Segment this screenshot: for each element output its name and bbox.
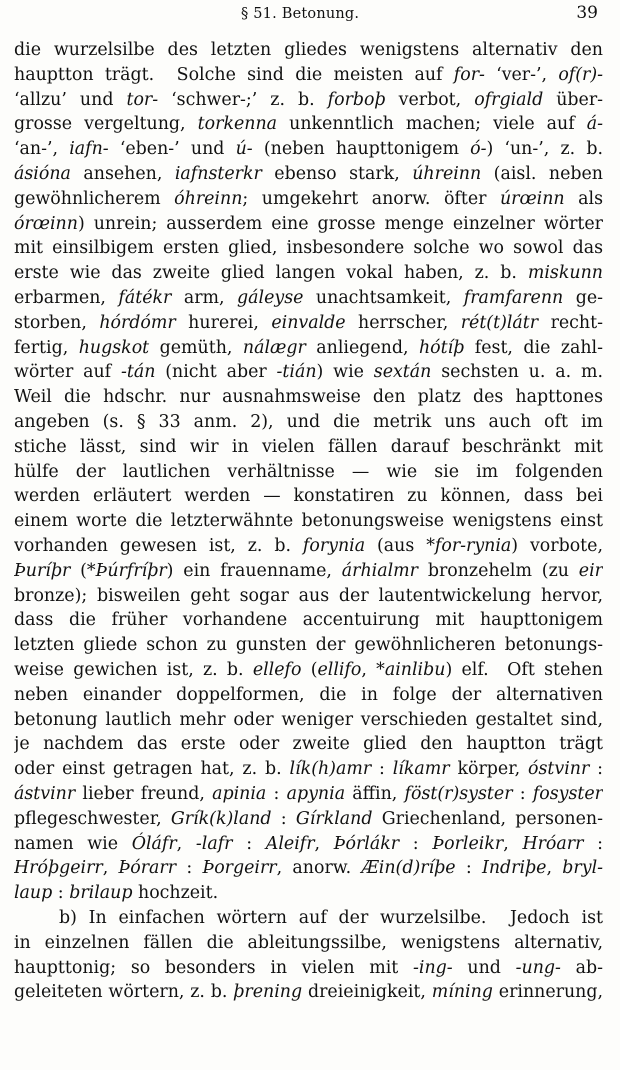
text-segment: : (512, 784, 533, 804)
text-segment: storben, (14, 312, 100, 333)
italic-text: apynia (286, 784, 346, 804)
text-segment: hochzeit. (132, 883, 219, 904)
italic-text: nálægr (242, 337, 306, 358)
text-line (14, 807, 603, 832)
italic-text: for-rynia (434, 536, 512, 556)
italic-text: Þórarr (118, 858, 177, 879)
italic-text: miskunn (527, 263, 603, 284)
text-segment: arm, (171, 288, 238, 308)
italic-text: -lafr (195, 833, 233, 854)
italic-text: ellifo (317, 660, 362, 680)
text-segment: (* (70, 560, 96, 581)
italic-text: ó- (470, 139, 487, 160)
italic-text: Þorleikr (432, 833, 504, 854)
italic-text: Þórlákr (333, 833, 400, 854)
italic-text: ellefo (252, 660, 302, 680)
italic-text: iafnsterkr (174, 164, 262, 184)
text-line (14, 633, 603, 658)
text-segment: : (583, 833, 603, 854)
italic-text: föst(r)syster (404, 784, 513, 804)
text-line (14, 906, 603, 931)
italic-text: ainlibu (384, 660, 446, 680)
text-line (14, 261, 603, 286)
text-segment: : (232, 833, 266, 854)
italic-text: torkenna (197, 114, 278, 135)
italic-text: ofrgiald (474, 89, 544, 110)
text-segment: über- (543, 89, 603, 110)
italic-text: míning (431, 982, 493, 1003)
text-segment: ( (301, 660, 318, 680)
text-segment: bronzehelm (zu (417, 560, 579, 581)
italic-text: Gírkland (295, 808, 373, 829)
italic-text: iafn- (69, 139, 109, 160)
text-segment: : (399, 833, 433, 854)
text-segment: unachtsamkeit, (303, 288, 464, 308)
text-line (14, 410, 603, 435)
italic-text: -tán (120, 362, 156, 383)
running-header: § 51. Betonung. (241, 6, 360, 22)
text-line (14, 137, 603, 162)
text-segment: pflegeschwester, (14, 808, 171, 829)
text-line (14, 360, 603, 385)
text-segment: : (371, 759, 393, 780)
text-segment: ) elf. Oft stehen (445, 660, 603, 680)
italic-text: úhreinn (412, 164, 482, 184)
text-segment: ebenso stark, (261, 164, 413, 184)
italic-text: þrening (233, 982, 303, 1003)
text-segment: unkenntlich machen; viele auf (277, 114, 587, 135)
italic-text: Indriþe (481, 858, 547, 879)
text-segment: erbarmen, (14, 288, 119, 308)
text-segment: ) ein frauenname, (166, 560, 342, 581)
italic-text: Grík(k)land (170, 808, 272, 829)
text-segment: ; umgekehrt anorw. öfter (242, 188, 500, 209)
italic-text: Óláfr (131, 833, 177, 854)
text-line (14, 832, 603, 857)
text-segment: herrscher, (345, 312, 461, 333)
text-segment: hülfe der lautlichen verhältnisse — wie sie im folgenden (14, 461, 603, 482)
text-line (14, 63, 603, 88)
text-segment: , (503, 833, 523, 854)
text-segment: (nicht aber (155, 362, 277, 383)
text-segment: lieber freund, (75, 784, 213, 804)
italic-text: rét(t)látr (460, 312, 539, 333)
text-segment: Weil die hdschr. nur ausnahmsweise den platz des hapttones (14, 387, 603, 408)
italic-text: fosyster (532, 784, 603, 804)
text-segment: angeben (s. § 33 anm. 2), und die metrik uns auch oft im (14, 412, 603, 432)
text-segment: erste wie das zweite glied langen vokal haben, z. b. (14, 263, 528, 284)
text-segment: ) vorbote, (511, 536, 603, 556)
text-segment: letzten gliede schon zu gunsten der gewöhnlicheren betonungs- (14, 635, 603, 656)
text-segment: , * (361, 660, 385, 680)
italic-text: ástvinr (14, 784, 76, 804)
italic-text: órœinn (14, 213, 78, 234)
italic-text: hótíþ (418, 337, 465, 358)
text-segment: , (314, 833, 334, 854)
text-segment: : (266, 784, 287, 804)
text-segment: mit einsilbigem ersten glied, insbesondere solche wo sowol das (14, 238, 603, 259)
text-segment: , (176, 833, 196, 854)
text-segment: : (271, 808, 296, 829)
italic-text: for- (453, 64, 485, 85)
text-segment: ansehen, (70, 164, 175, 184)
italic-text: ásióna (14, 164, 71, 184)
italic-text: sextán (373, 362, 432, 383)
text-segment: ge- (563, 288, 603, 308)
text-line (14, 311, 603, 336)
text-segment: ‘eben-’ und (108, 139, 236, 160)
italic-text: óstvinr (527, 759, 590, 780)
italic-text: líkamr (392, 759, 450, 780)
text-segment: weise gewichen ist, z. b. (14, 660, 253, 680)
text-segment: fertig, (14, 337, 79, 358)
page-number: 39 (576, 3, 598, 23)
text-segment: fest, die zahl- (464, 337, 603, 358)
text-segment: ‘schwer-;’ z. b. (158, 89, 328, 110)
italic-text: bryl- (562, 858, 603, 879)
text-segment: betonung lautlich mehr oder weniger verschieden gestaltet sind, (14, 709, 603, 730)
text-segment: , (102, 858, 119, 879)
text-line (14, 187, 603, 212)
text-segment: grosse vergeltung, (14, 114, 198, 135)
text-segment: körper, (449, 759, 528, 780)
text-segment: wörter auf (14, 362, 121, 383)
italic-text: Þúrfríþr (95, 560, 167, 581)
text-segment: gemüth, (149, 337, 243, 358)
italic-text: Æin(d)ríþe (361, 858, 456, 879)
text-line (14, 336, 603, 361)
text-segment: bronze); bisweilen geht sogar aus der lautentwickelung hervor, (14, 585, 603, 606)
text-line (14, 956, 603, 981)
italic-text: -ing- (413, 957, 453, 978)
text-line (14, 385, 603, 410)
text-segment: werden erläutert werden — konstatiren zu können, dass bei (14, 486, 603, 507)
text-segment: Griechenland, personen- (372, 808, 603, 829)
text-segment: die wurzelsilbe des letzten gliedes wenigstens alternativ den (14, 40, 603, 60)
text-segment: haupttonig; so besonders in vielen mit (14, 957, 413, 978)
text-line (14, 212, 603, 237)
text-segment: ) ‘un-’, z. b. (486, 139, 603, 160)
italic-text: óhreinn (174, 188, 243, 209)
text-segment: hauptton trägt. Solche sind die meisten auf (14, 64, 454, 85)
text-segment: sechsten u. a. m. (431, 362, 603, 383)
text-segment: stiche lässt, sind wir in vielen fällen darauf beschränkt mit (14, 436, 603, 457)
text-line (14, 782, 603, 807)
text-segment: : (455, 858, 482, 879)
text-segment: (aisl. neben (481, 164, 603, 184)
text-segment: als (564, 188, 603, 209)
text-segment: b) In einfachen wörtern auf der wurzelsilbe. Jedoch ist (59, 908, 603, 928)
text-segment: ‘an-’, (14, 139, 70, 160)
text-segment: : (52, 883, 70, 904)
italic-text: tor- (126, 89, 159, 110)
text-line (14, 732, 603, 757)
text-line (14, 88, 603, 113)
text-segment: vorhanden gewesen ist, z. b. (14, 536, 303, 556)
italic-text: Þorgeirr (202, 858, 277, 879)
text-segment: gewöhnlicherem (14, 188, 175, 209)
text-segment: ‘allzu’ und (14, 89, 127, 110)
text-segment: hurerei, (175, 312, 272, 333)
text-segment: , anorw. (276, 858, 362, 879)
text-segment: äffin, (345, 784, 405, 804)
text-segment: geleiteten wörtern, z. b. (14, 982, 234, 1003)
text-line (14, 484, 603, 509)
italic-text: Aleifr (265, 833, 315, 854)
text-line (14, 286, 603, 311)
text-segment: : (176, 858, 203, 879)
text-line (14, 236, 603, 261)
italic-text: -tián (276, 362, 317, 383)
text-segment: dass die früher vorhandene accentuirung mit haupttonigem (14, 610, 603, 631)
text-line (14, 708, 603, 733)
text-line (14, 38, 603, 63)
text-segment: namen wie (14, 833, 132, 854)
text-segment: ) wie (316, 362, 374, 383)
text-line (14, 658, 603, 683)
text-line (14, 584, 603, 609)
italic-text: hugskot (78, 337, 150, 358)
text-segment: (aus * (365, 536, 435, 556)
text-line (14, 931, 603, 956)
text-segment: : (589, 759, 603, 780)
text-segment: neben einander doppelformen, die in folge der alternativen (14, 684, 603, 705)
text-line (14, 162, 603, 187)
text-segment: und (452, 957, 516, 978)
text-segment: (neben haupttonigem (252, 139, 471, 160)
text-segment: , (546, 858, 563, 879)
italic-text: á- (586, 114, 603, 135)
italic-text: brilaup (69, 883, 133, 904)
text-segment: ) unrein; ausserdem eine grosse menge einzelner wörter (77, 213, 603, 234)
text-segment: verbot, (385, 89, 475, 110)
text-segment: recht- (538, 312, 603, 333)
text-segment: je nachdem das erste oder zweite glied den hauptton trägt (14, 734, 603, 755)
text-line (14, 856, 603, 881)
italic-text: eir (578, 560, 603, 581)
text-segment: oder einst getragen hat, z. b. (14, 759, 290, 780)
italic-text: hórdómr (99, 312, 176, 333)
text-segment: einem worte die letzterwähnte betonungsweise wenigstens einst (14, 511, 603, 532)
text-line (14, 559, 603, 584)
text-line (14, 683, 603, 708)
text-line (14, 112, 603, 137)
text-segment: dreieinigkeit, (302, 982, 432, 1003)
text-line (14, 881, 603, 906)
italic-text: úrœinn (499, 188, 565, 209)
italic-text: of(r)- (558, 64, 603, 85)
italic-text: Hróarr (522, 833, 584, 854)
italic-text: framfarenn (463, 288, 564, 308)
text-line (14, 435, 603, 460)
text-line (14, 980, 603, 1005)
italic-text: forboþ (327, 89, 386, 110)
text-line (14, 534, 603, 559)
italic-text: Hróþgeirr (14, 858, 103, 879)
italic-text: ú- (235, 139, 253, 160)
text-line (14, 608, 603, 633)
italic-text: Þuríþr (14, 560, 71, 581)
text-segment: anliegend, (305, 337, 419, 358)
italic-text: árhialmr (341, 560, 418, 581)
italic-text: lík(h)amr (289, 759, 372, 780)
text-segment: erinnerung, (492, 982, 603, 1003)
italic-text: einvalde (271, 312, 346, 333)
text-segment: in einzelnen fällen die ableitungssilbe, wenigstens alternativ, (14, 932, 603, 953)
italic-text: fátékr (118, 288, 172, 308)
text-segment: ‘ver-’, (484, 64, 559, 85)
text-line (14, 509, 603, 534)
italic-text: laup (14, 883, 53, 904)
text-line (14, 757, 603, 782)
text-segment: ab- (560, 957, 603, 978)
italic-text: -ung- (515, 957, 561, 978)
text-line (14, 460, 603, 485)
italic-text: gáleyse (237, 288, 304, 308)
italic-text: forynia (302, 536, 366, 556)
italic-text: apinia (212, 784, 267, 804)
